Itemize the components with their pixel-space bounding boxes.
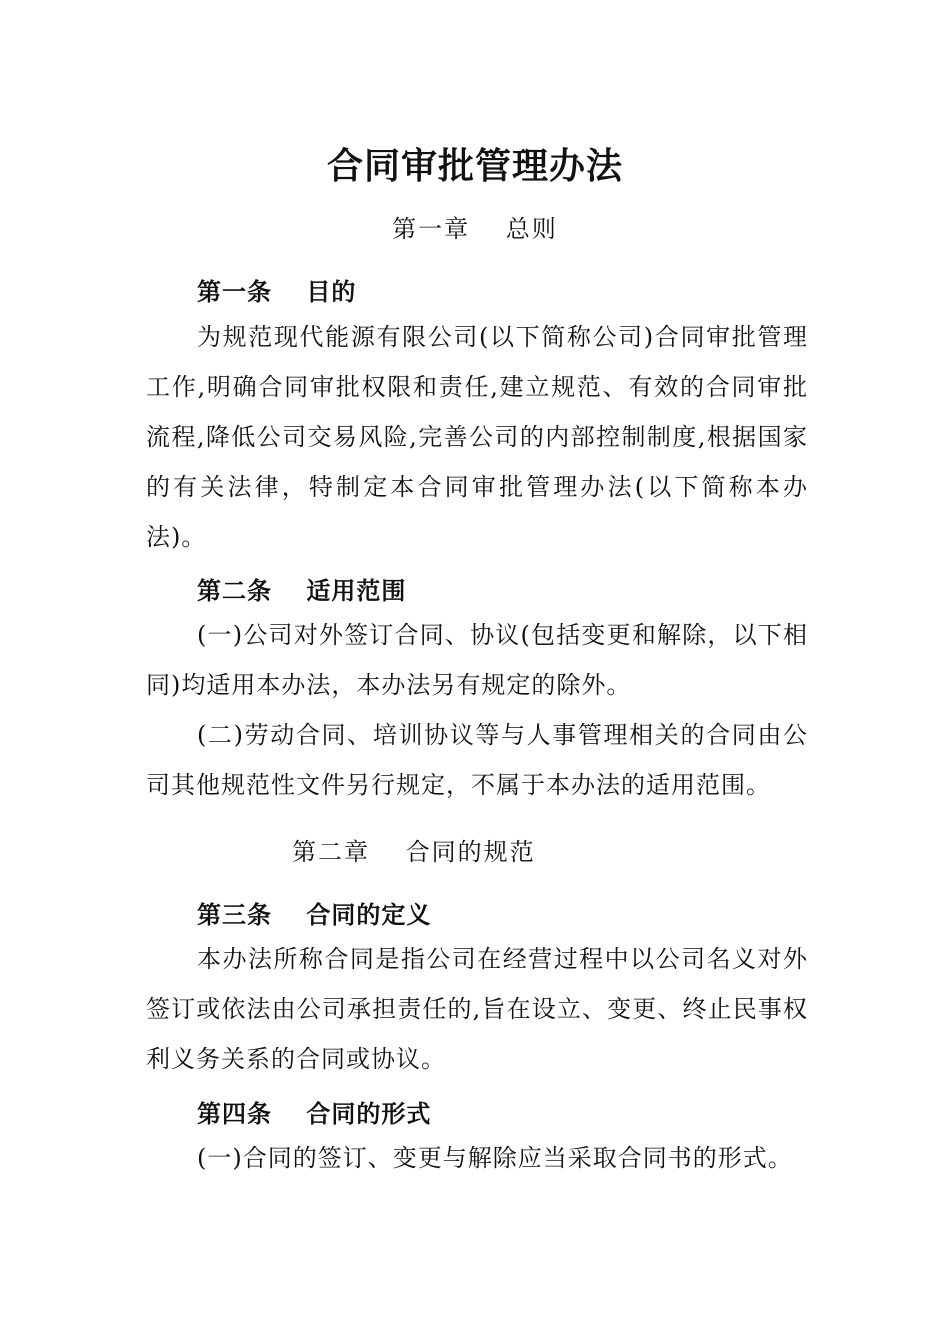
article-heading: 第四条 合同的形式	[197, 1100, 432, 1128]
document-title: 合同审批管理办法	[326, 146, 623, 187]
chapter-heading: 第二章 合同的规范	[292, 838, 536, 866]
paragraph: (一)公司对外签订合同、协议(包括变更和解除，以下相同)均适用本办法，本办法另有规定的除外。	[146, 621, 808, 699]
paragraph: (一)合同的签订、变更与解除应当采取合同书的形式。	[197, 1144, 793, 1172]
article-heading: 第三条 合同的定义	[197, 901, 432, 929]
paragraph: (二)劳动合同、培训协议等与人事管理相关的合同由公司其他规范性文件另行规定，不属于本办法的适用范围。	[146, 721, 808, 799]
paragraph: 为规范现代能源有限公司(以下简称公司)合同审批管理工作,明确合同审批权限和责任,建立规范、有效的合同审批流程,降低公司交易风险,完善公司的内部控制制度,根据国家的有关法律，特制定本合同审批管理办法(以下简称本办法)。	[146, 323, 808, 551]
paragraph: 本办法所称合同是指公司在经营过程中以公司名义对外签订或依法由公司承担责任的,旨在设立、变更、终止民事权利义务关系的合同或协议。	[146, 945, 808, 1073]
chapter-heading: 第一章 总则	[392, 215, 558, 243]
article-heading: 第一条 目的	[197, 278, 357, 306]
article-heading: 第二条 适用范围	[197, 577, 407, 605]
